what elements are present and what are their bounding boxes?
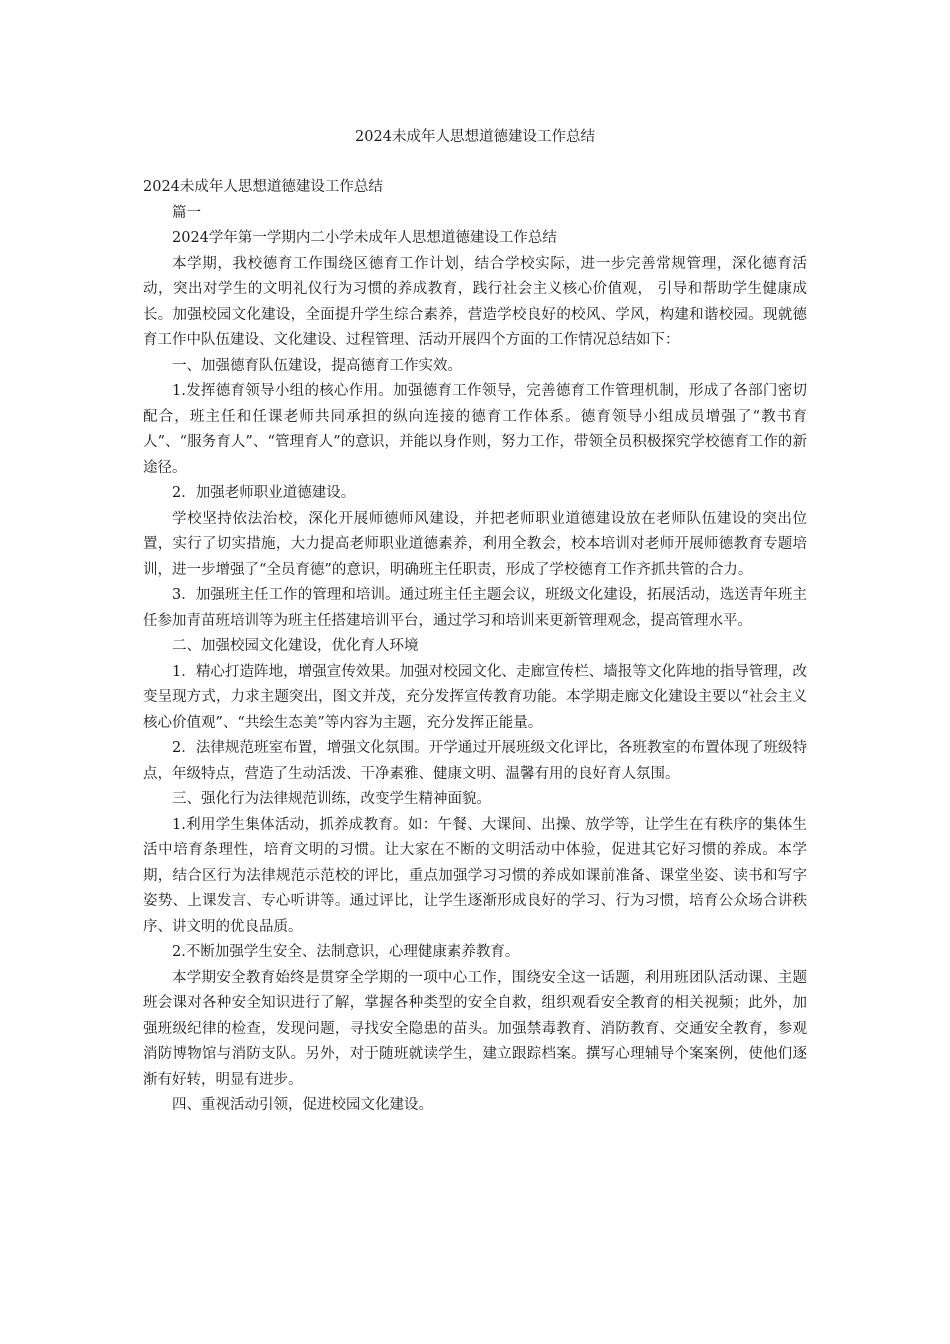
section-heading-3: 三、强化行为法律规范训练，改变学生精神面貌。	[172, 791, 491, 807]
paragraph-1-2: 学校坚持依法治校，深化开展师德师风建设，并把老师职业道德建设放在老师队伍建设的突出位置，实行了切实措施，大力提高老师职业道德素养，利用全教会，校本培训对老师开展师德教育专题培训，进一步增强了“全员育德”的意识，明确班主任职责，形成了学校德育工作齐抓共管的合力。	[143, 510, 807, 578]
section-heading-4: 四、重视活动引领，促进校园文化建设。	[172, 1097, 433, 1113]
document-body	[143, 175, 807, 1119]
section-heading-1: 一、加强德育队伍建设，提高德育工作实效。	[172, 357, 462, 374]
paragraph-3-1: 1.利用学生集体活动，抓养成教育。如：午餐、大课间、出操、放学等，让学生在有秩序的集体生活中培育条理性，培育文明的习惯。让大家在不断的文明活动中体验，促进其它好习惯的养成。本学期，结合区行为法律规范示范校的评比，重点加强学习习惯的养成如课前准备、课堂坐姿、读书和写字姿势、上课发言、专心听讲等。通过评比，让学生逐渐形成良好的学习、行为习惯，培育公众场合讲秩序、讲文明的优良品质。	[143, 816, 807, 935]
paragraph-subtitle: 2024未成年人思想道德建设工作总结	[143, 179, 383, 195]
paragraph-1-3: 3．加强班主任工作的管理和培训。通过班主任主题会议，班级文化建设，拓展活动，选送青年班主任参加青苗班培训等为班主任搭建培训平台，通过学习和培训来更新管理观念，提高管理水平。	[143, 587, 807, 629]
paragraph-report-heading: 2024学年第一学期内二小学未成年人思想道德建设工作总结	[172, 230, 557, 246]
paragraph-1-2-heading: 2．加强老师职业道德建设。	[172, 485, 356, 501]
paragraph-2-1: 1．精心打造阵地，增强宣传效果。加强对校园文化、走廊宣传栏、墙报等文化阵地的指导管理，改变呈现方式，力求主题突出，图文并茂，充分发挥宣传教育功能。本学期走廊文化建设主要以“社会主义核心价值观”、“共绘生态美”等内容为主题，充分发挥正能量。	[143, 663, 807, 731]
paragraph-3-2-heading: 2.不断加强学生安全、法制意识，心理健康素养教育。	[172, 944, 520, 960]
paragraph-1-1: 1.发挥德育领导小组的核心作用。加强德育工作领导，完善德育工作管理机制，形成了各部门密切配合，班主任和任课老师共同承担的纵向连接的德育工作体系。德育领导小组成员增强了“教书育人”、“服务育人”、“管理育人”的意识，并能以身作则，努力工作，带领全员积极探究学校德育工作的新途径。	[143, 383, 807, 476]
paragraph-part-label: 篇一	[172, 204, 201, 221]
paragraph-intro: 本学期，我校德育工作围绕区德育工作计划，结合学校实际，进一步完善常规管理，深化德育活动，突出对学生的文明礼仪行为习惯的养成教育，践行社会主义核心价值观， 引导和帮助学生健康成长。加强校园文化建设，全面提升学生综合素养，营造学校良好的校风、学风，构建和谐校园。现就德育工作中队伍建设、文化建设、过程管理、活动开展四个方面的工作情况总结如下：	[143, 255, 807, 348]
section-heading-2: 二、加强校园文化建设，优化育人环境	[172, 638, 419, 654]
paragraph-3-2: 本学期安全教育始终是贯穿全学期的一项中心工作，围绕安全这一话题，利用班团队活动课、主题班会课对各种安全知识进行了解，掌握各种类型的安全自救，组织观看安全教育的相关视频；此外，加强班级纪律的检查，发现问题，寻找安全隐患的苗头。加强禁毒教育、消防教育、交通安全教育，参观消防博物馆与消防支队。另外，对于随班就读学生，建立跟踪档案。撰写心理辅导个案案例，使他们逐渐有好转，明显有进步。	[143, 969, 807, 1088]
paragraph-2-2: 2．法律规范班室布置，增强文化氛围。开学通过开展班级文化评比，各班教室的布置体现了班级特点，年级特点，营造了生动活泼、干净素雅、健康文明、温馨有用的良好育人氛围。	[143, 740, 807, 782]
document-title: 2024未成年人思想道德建设工作总结	[355, 129, 595, 145]
